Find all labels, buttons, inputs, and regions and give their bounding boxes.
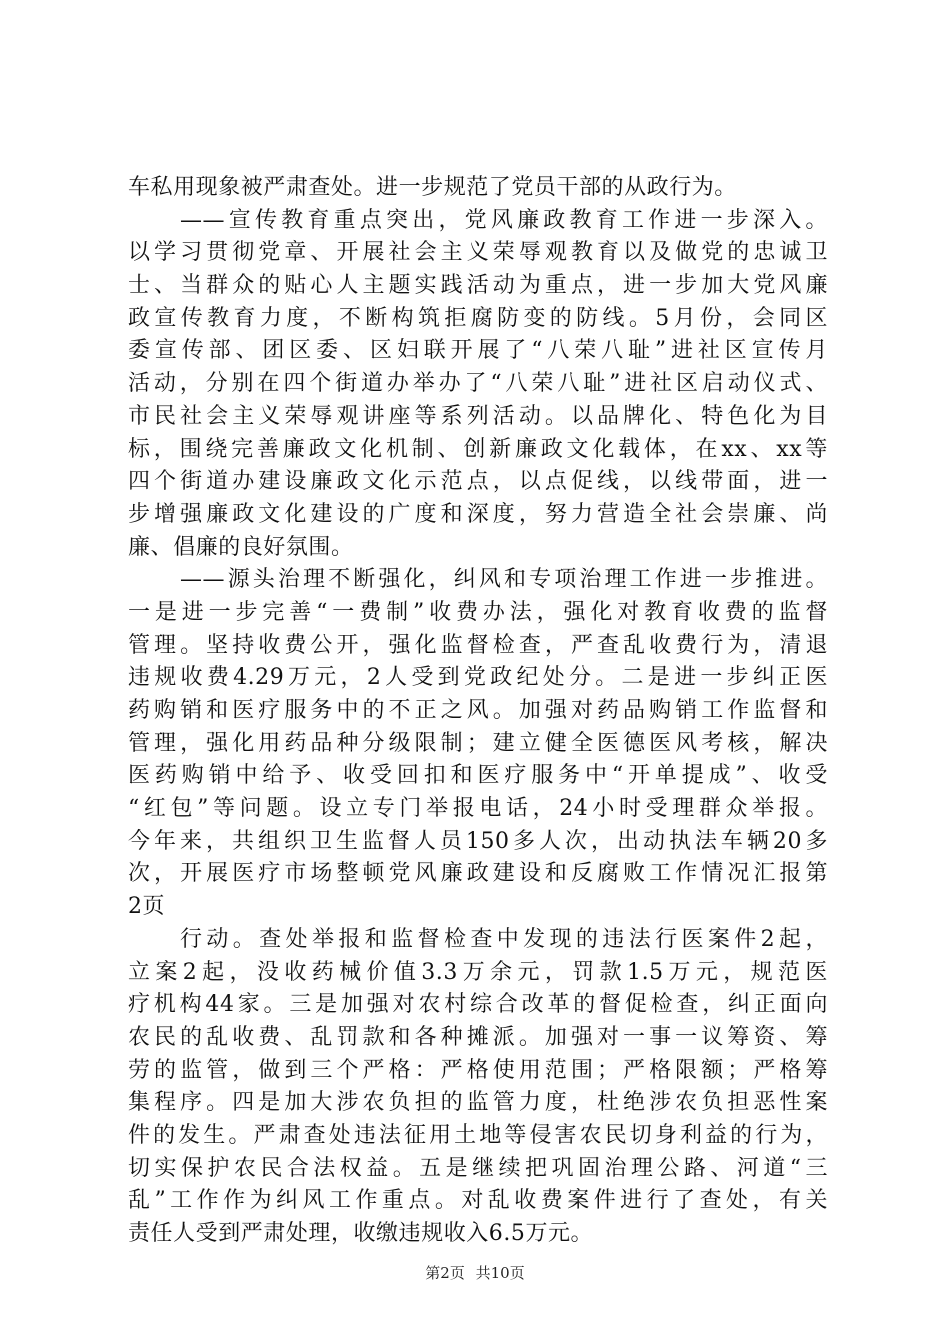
text-line: 责任人受到严肃处理，收缴违规收入6.5万元。 (128, 1221, 594, 1246)
text-line: 活动，分别在四个街道办举办了“八荣八耻”进社区启动仪式、 (128, 371, 828, 397)
page-total: 共10页 (475, 1264, 525, 1282)
text-line: 药购销和医疗服务中的不正之风。加强对药品购销工作监督和 (128, 698, 828, 723)
text-line: 农民的乱收费、乱罚款和各种摊派。加强对一事一议筹资、筹 (128, 1024, 828, 1050)
text-line: ——宣传教育重点突出，党风廉政教育工作进一步深入。 (180, 207, 828, 233)
page-number: 第2页 (425, 1264, 465, 1282)
text-line: 市民社会主义荣辱观讲座等系列活动。以品牌化、特色化为目 (128, 403, 828, 429)
text-line: 违规收费4.29万元，2人受到党政纪处分。二是进一步纠正医 (128, 665, 828, 691)
text-line: 劳的监管，做到三个严格：严格使用范围；严格限额；严格筹 (128, 1057, 828, 1083)
text-line: 士、当群众的贴心人主题实践活动为重点，进一步加大党风廉 (128, 273, 828, 299)
text-line: 政宣传教育力度，不断构筑拒腐防变的防线。5月份，会同区 (128, 305, 828, 331)
text-line: 管理。坚持收费公开，强化监督检查，严查乱收费行为，清退 (128, 632, 828, 658)
text-line: 次，开展医疗市场整顿党风廉政建设和反腐败工作情况汇报第 (128, 861, 828, 887)
text-line: 立案2起，没收药械价值3.3万余元，罚款1.5万元，规范医 (128, 959, 828, 985)
text-line: 今年来，共组织卫生监督人员150多人次，出动执法车辆20多 (128, 828, 828, 854)
text-line: 委宣传部、团区委、区妇联开展了“八荣八耻”进社区宣传月 (128, 338, 828, 364)
text-line: 切实保护农民合法权益。五是继续把巩固治理公路、河道“三 (128, 1155, 828, 1181)
text-line: 车私用现象被严肃查处。进一步规范了党员干部的从政行为。 (128, 175, 737, 200)
text-line: 医药购销中给予、收受回扣和医疗服务中“开单提成”、收受 (128, 763, 828, 789)
text-line: 疗机构44家。三是加强对农村综合改革的督促检查，纠正面向 (128, 992, 828, 1018)
text-line: 行动。查处举报和监督检查中发现的违法行医案件2起， (180, 926, 828, 952)
text-line: 以学习贯彻党章、开展社会主义荣辱观教育以及做党的忠诚卫 (128, 240, 828, 266)
text-line: 集程序。四是加大涉农负担的监管力度，杜绝涉农负担恶性案 (128, 1090, 828, 1116)
text-line: 管理，强化用药品种分级限制；建立健全医德医风考核，解决 (128, 730, 828, 756)
page-footer (0, 1262, 950, 1283)
text-line: 一是进一步完善“一费制”收费办法，强化对教育收费的监督 (128, 599, 828, 625)
text-line: 乱”工作作为纠风工作重点。对乱收费案件进行了查处，有关 (128, 1188, 828, 1214)
text-line: 四个街道办建设廉政文化示范点，以点促线，以线带面，进一 (128, 469, 828, 495)
text-line: 廉、倡廉的良好氛围。 (128, 534, 354, 560)
document-body (128, 172, 828, 1251)
text-line: “红包”等问题。设立专门举报电话，24小时受理群众举报。 (128, 796, 828, 822)
text-line: 标，围绕完善廉政文化机制、创新廉政文化载体，在xx、xx等 (128, 436, 828, 462)
text-line: 2页 (128, 894, 166, 920)
text-line: 步增强廉政文化建设的广度和深度，努力营造全社会崇廉、尚 (128, 501, 828, 527)
text-line: ——源头治理不断强化，纠风和专项治理工作进一步推进。 (180, 567, 828, 593)
text-line: 件的发生。严肃查处违法征用土地等侵害农民切身利益的行为， (128, 1122, 828, 1148)
